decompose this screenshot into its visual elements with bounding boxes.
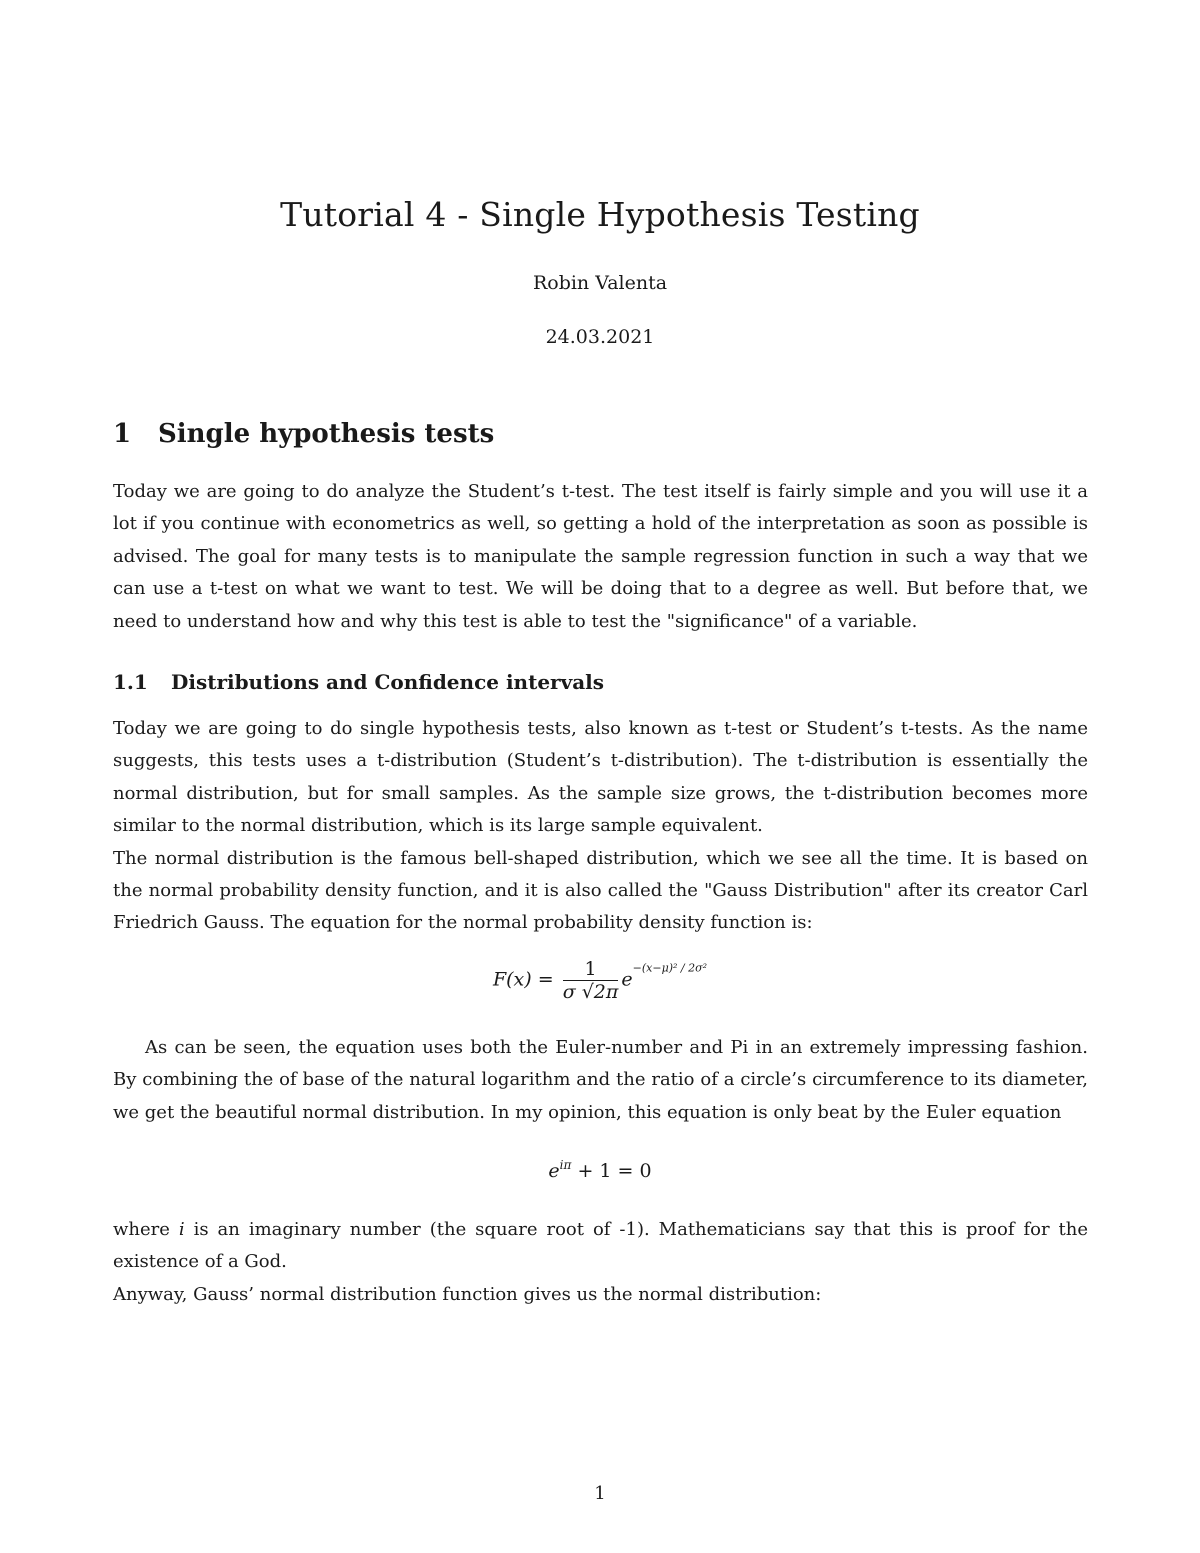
fraction-denominator: σ √2π	[562, 981, 619, 1003]
math-variable: i	[178, 1219, 185, 1240]
subsection-title: Distributions and Confidence intervals	[171, 670, 605, 694]
paragraph: Anyway, Gauss’ normal distribution function gives us the normal distribution:	[113, 1283, 822, 1305]
subsection-number: 1.1	[113, 670, 148, 694]
subsection-heading-1-1	[113, 670, 604, 694]
normal-pdf-equation	[0, 958, 1200, 1003]
equation-base: e	[548, 1160, 560, 1182]
subsection-1-1-body	[113, 713, 1088, 940]
paragraph: Today we are going to do single hypothesis tests, also known as t-test or Student’s t-tests. As the name suggests, this tests uses a t-distribution (Student’s t-distribution). The t-distribution is essentially the normal distribution, but for small samples. As the sample size grows, the t-distribution becomes more similar to the normal distribution, which is its large sample equivalent.	[113, 718, 1088, 837]
section-1-body	[113, 476, 1088, 638]
equation-exponent: −(x−μ)² / 2σ²	[632, 961, 708, 975]
section-number: 1	[113, 419, 132, 449]
text-run: is an imaginary number (the square root of -1). Mathematicians say that this is proof for the existence of a God.	[113, 1219, 1088, 1273]
section-title: Single hypothesis tests	[158, 419, 495, 449]
closing-paragraphs	[113, 1214, 1088, 1311]
equation-exponent: iπ	[559, 1158, 572, 1172]
paper-title: Tutorial 4 - Single Hypothesis Testing	[280, 195, 920, 234]
equation-rest: + 1 = 0	[577, 1160, 652, 1182]
euler-equation	[0, 1158, 1200, 1182]
equation-base: e	[621, 968, 633, 991]
text-run: where	[113, 1219, 179, 1240]
equation-lhs: F(x) =	[492, 968, 554, 991]
paragraph: Today we are going to do analyze the Student’s t-test. The test itself is fairly simple and you will use it a lot if you continue with econometrics as well, so getting a hold of the interpretation as soon as possible is advised. The goal for many tests is to manipulate the sample regression function in such a way that we can use a t-test on what we want to test. We will be doing that to a degree as well. But before that, we need to understand how and why this test is able to test the "significance" of a variable.	[113, 481, 1088, 632]
paragraph: As can be seen, the equation uses both the Euler-number and Pi in an extremely impressing fashion. By combining the of base of the natural logarithm and the ratio of a circle’s circumference to its diameter, we get the beautiful normal distribution. In my opinion, this equation is only beat by the Euler equation	[113, 1037, 1088, 1123]
paragraph: The normal distribution is the famous bell-shaped distribution, which we see all the time. It is based on the normal probability density function, and it is also called the "Gauss Distribution" after its creator Carl Friedrich Gauss. The equation for the normal probability density function is:	[113, 847, 1088, 934]
fraction-numerator: 1	[563, 958, 619, 981]
paper-date: 24.03.2021	[545, 326, 655, 348]
section-heading-1	[113, 419, 494, 449]
equation-fraction	[563, 958, 619, 1003]
author-name: Robin Valenta	[532, 272, 668, 294]
euler-paragraph	[113, 1032, 1088, 1129]
page-number: 1	[594, 1483, 606, 1504]
paragraph	[113, 1214, 1088, 1279]
